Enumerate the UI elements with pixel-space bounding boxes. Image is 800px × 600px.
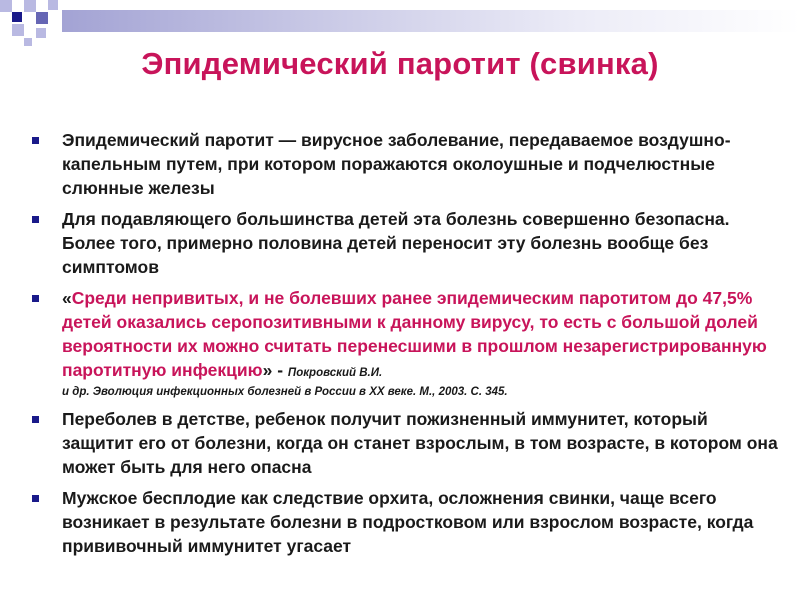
bullet-text: Переболев в детстве, ребенок получит пожизненный иммунитет, который защитит его от болезни, когда он станет взрослым, в том возрасте, в котором она может быть для него опасна xyxy=(62,409,778,477)
decor-square xyxy=(24,38,32,46)
square-bullet-icon xyxy=(32,295,39,302)
decor-square xyxy=(12,12,22,22)
decor-square xyxy=(36,28,46,38)
decor-square xyxy=(12,24,24,36)
list-item-quote xyxy=(30,286,778,400)
decor-square xyxy=(48,0,58,10)
square-bullet-icon xyxy=(32,137,39,144)
slide-title: Эпидемический паротит (свинка) xyxy=(141,46,659,81)
open-quote-mark: « xyxy=(62,288,72,308)
bullet-text: Эпидемический паротит — вирусное заболевание, передаваемое воздушно-капельным путем, при котором поражаются околоушные и подчелюстные слюнные железы xyxy=(62,130,731,198)
quote-text: Среди непривитых, и не болевших ранее эпидемическим паротитом до 47,5% детей оказались серопозитивными к данному вирусу, то есть с большой долей вероятности их можно считать перенесшими в прошлом незарегистрированную паротитную инфекцию xyxy=(62,288,767,380)
square-bullet-icon xyxy=(32,216,39,223)
header-gradient-band xyxy=(62,10,800,32)
citation-dash: - xyxy=(272,360,288,380)
decor-square xyxy=(0,0,12,12)
list-item xyxy=(30,486,778,558)
list-item xyxy=(30,128,778,200)
bullet-list xyxy=(30,128,778,565)
list-item xyxy=(30,407,778,479)
citation-author: Покровский В.И. xyxy=(287,367,383,379)
close-quote-mark: » xyxy=(262,360,273,380)
decor-square xyxy=(24,0,36,12)
square-bullet-icon xyxy=(32,416,39,423)
square-bullet-icon xyxy=(32,495,39,502)
bullet-text: Мужское бесплодие как следствие орхита, осложнения свинки, чаще всего возникает в результате болезни в подростковом или взрослом возрасте, когда прививочный иммунитет угасает xyxy=(62,488,754,556)
bullet-text: Для подавляющего большинства детей эта болезнь совершенно безопасна. Более того, примерно половина детей переносит эту болезнь вообще без симптомов xyxy=(62,209,730,277)
citation-source: и др. Эволюция инфекционных болезней в России в ХХ веке. М., 2003. С. 345. xyxy=(62,386,508,398)
decor-square xyxy=(36,12,48,24)
list-item xyxy=(30,207,778,279)
